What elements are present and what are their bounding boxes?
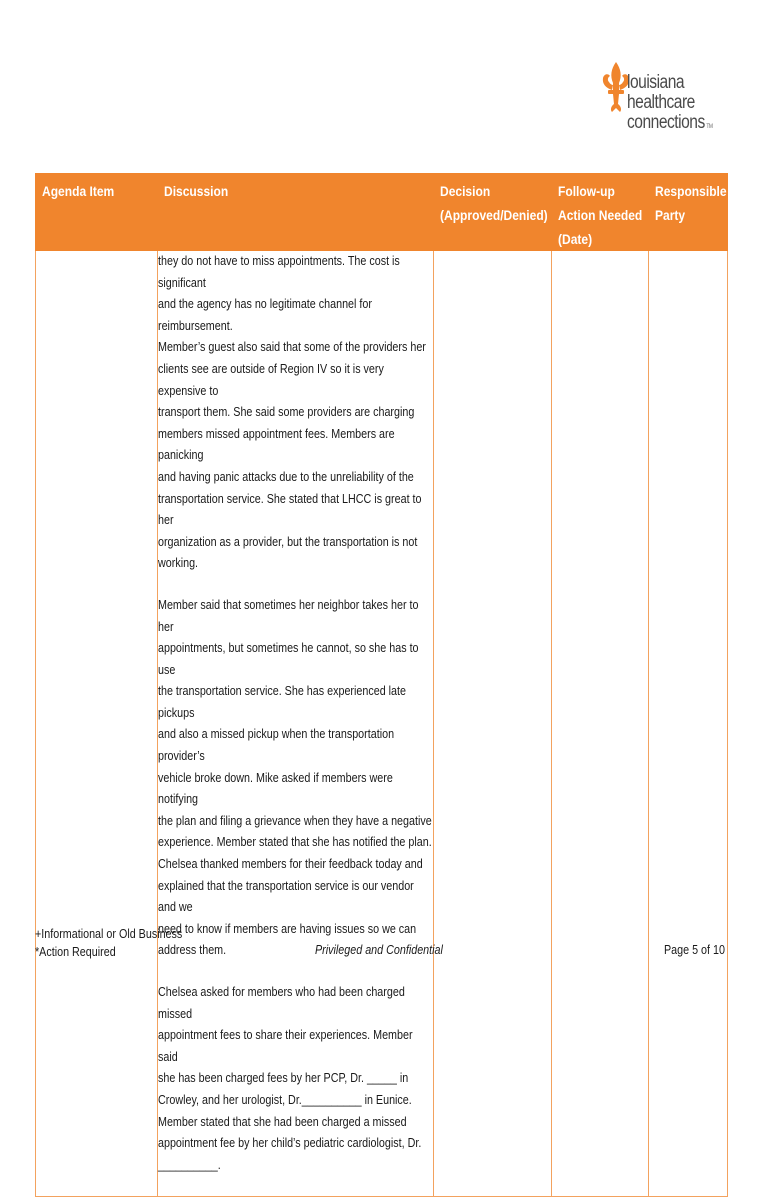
- meeting-minutes-table: [35, 173, 728, 1197]
- trademark: TM: [706, 124, 713, 130]
- legend-informational: +Informational or Old Business: [35, 927, 183, 941]
- table-header-row: [36, 173, 728, 251]
- footer-legend: [35, 925, 182, 961]
- cell-responsible-party: [649, 251, 728, 1197]
- confidentiality-notice: Privileged and Confidential: [315, 943, 443, 957]
- table-row: [36, 251, 728, 1197]
- discussion-paragraph-3: Chelsea asked for members who had been charged missed appointment fees to share their experiences. Member said she has been charged fees by her PCP, Dr. _____ in Crowley, and her urologist, Dr.__________ in Eunice. Member stated that she had been charged a missed appointment fee by her child’s pediatric cardiologist, Dr. __________.: [158, 985, 422, 1172]
- discussion-paragraph-2: Member said that sometimes her neighbor takes her to her appointments, but sometimes he cannot, so she has to use the transportation service. She has experienced late pickups and also a missed pickup when the transportation provider’s vehicle broke down. Mike asked if members were notifying the plan and filing a grievance when they have a negative experience. Member stated that she has notified the plan. Chelsea thanked members for their feedback today and explained that the transportation service is our vendor and we need to know if members are having issues so we can address them.: [158, 597, 432, 958]
- legend-action-required: *Action Required: [35, 945, 116, 959]
- cell-follow-up: [552, 251, 649, 1197]
- cell-agenda-item: [36, 251, 158, 1197]
- logo-line-1: louisiana: [627, 72, 685, 93]
- discussion-paragraph-1: they do not have to miss appointments. The cost is significant and the agency has no legitimate channel for reimbursement. Member’s guest also said that some of the providers her clients see are outside of Region IV so it is very expensive to transport them. She said some providers are charging members missed appointment fees. Members are panicking and having panic attacks due to the unreliability of the transportation service. She stated that LHCC is great to her organization as a provider, but the transportation is not working.: [158, 254, 426, 571]
- logo-line-3: connections: [627, 112, 705, 133]
- header-discussion: Discussion: [158, 173, 434, 251]
- header-follow-up: Follow-up Action Needed (Date): [552, 173, 649, 251]
- header-responsible-party: Responsible Party: [649, 173, 728, 251]
- page-number: Page 5 of 10: [664, 943, 725, 957]
- cell-discussion: [158, 251, 434, 1197]
- header-agenda-item: Agenda Item: [36, 173, 158, 251]
- company-logo: [600, 58, 730, 148]
- header-decision: Decision (Approved/Denied): [434, 173, 552, 251]
- cell-decision: [434, 251, 552, 1197]
- logo-line-2: healthcare: [627, 92, 695, 113]
